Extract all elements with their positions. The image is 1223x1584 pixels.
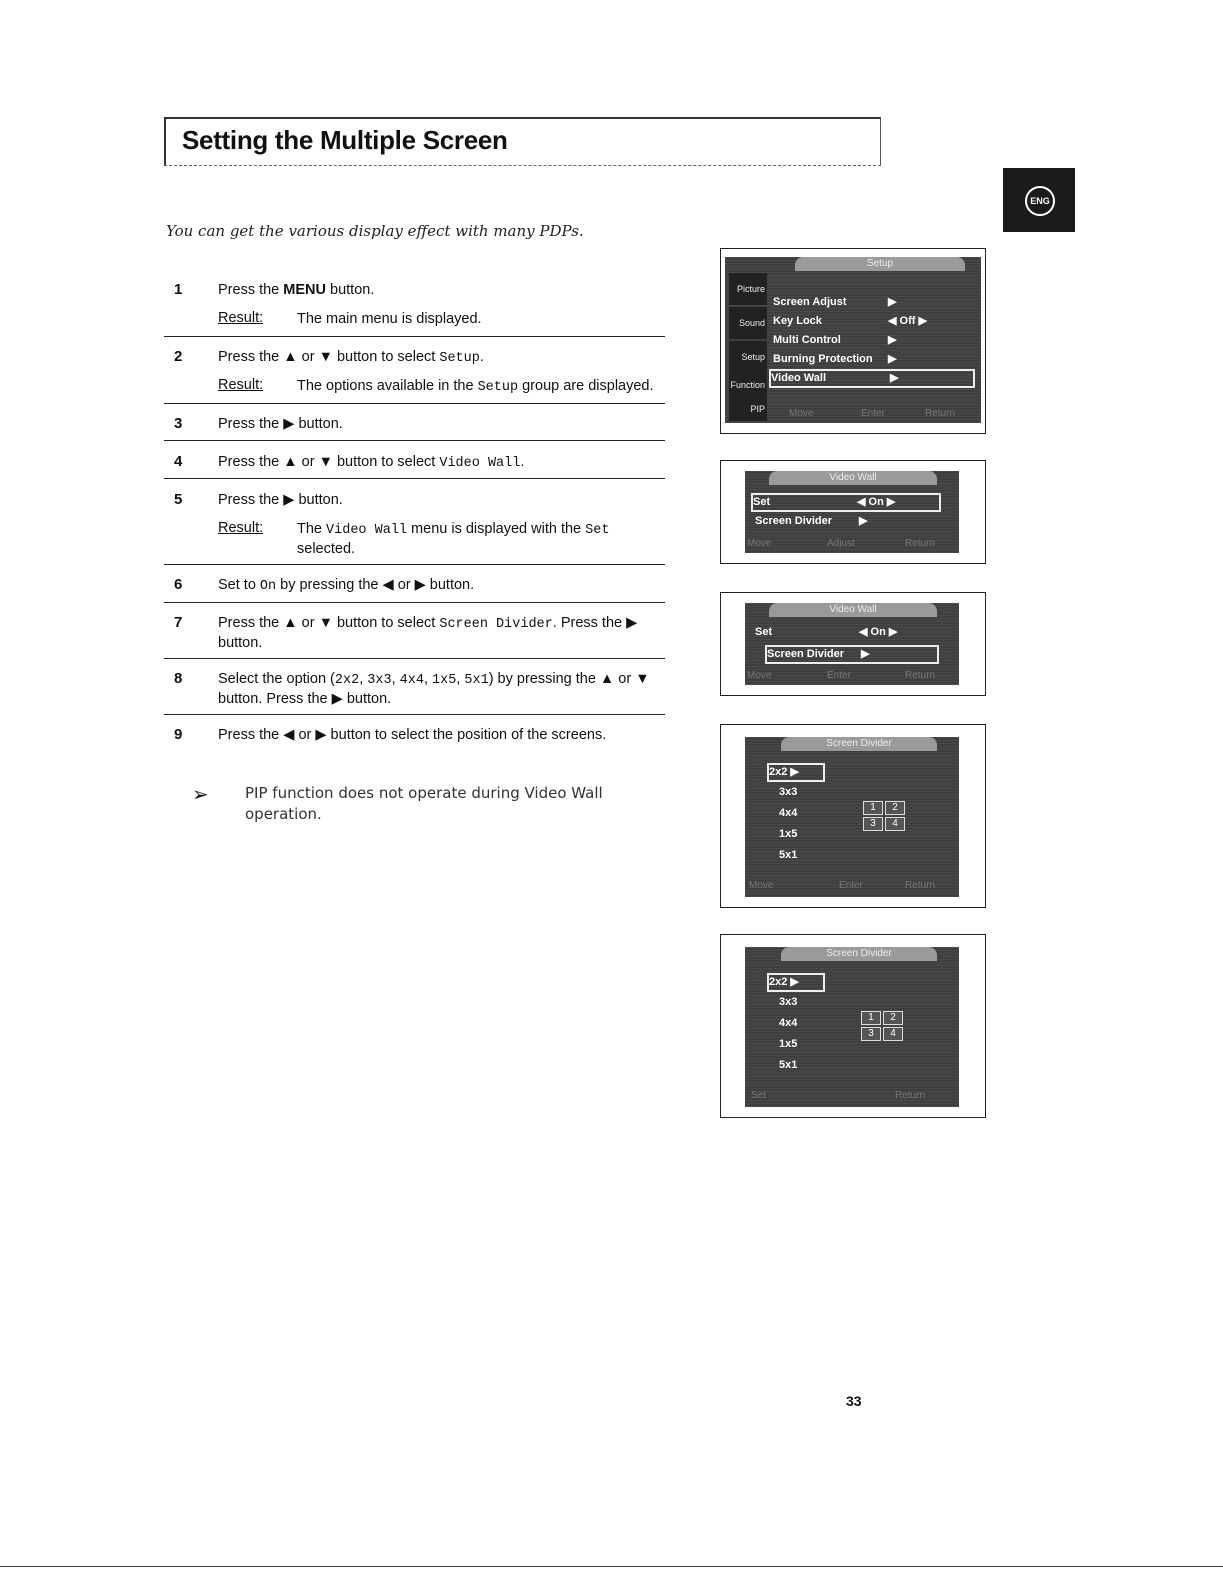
option-2x2: 2x2 ▶ [767, 973, 825, 992]
step-number: 1 [174, 281, 183, 298]
divider [164, 403, 665, 404]
screen-header: Screen Divider [781, 737, 937, 751]
option-1x5: 1x5 [779, 1038, 798, 1050]
menu-item-multi-control: Multi Control ▶ [773, 334, 897, 346]
result-label: Result: [218, 310, 264, 326]
step-text: Press the MENU button. [218, 282, 375, 298]
menu-item-set: Set ◀ On ▶ [751, 493, 941, 512]
bottom-rule [0, 1566, 1223, 1567]
footer-move: Move [749, 880, 774, 891]
position-grid [863, 801, 905, 831]
video-wall-screen-2 [720, 592, 986, 696]
divider [164, 714, 665, 715]
footer-move: Move [789, 408, 814, 419]
step-number: 2 [174, 348, 183, 365]
menu-item-screen-adjust: Screen Adjust ▶ [773, 296, 897, 308]
intro-text: You can get the various display effect with many PDPs. [166, 222, 584, 240]
step-number: 5 [174, 491, 183, 508]
picture-icon: Picture [729, 273, 767, 305]
option-4x4: 4x4 [779, 807, 798, 819]
position-cell: 1 [863, 801, 883, 815]
step-number: 4 [174, 453, 183, 470]
pip-icon: PIP [729, 397, 767, 421]
result-label: Result: [218, 377, 264, 393]
divider [164, 564, 665, 565]
position-cell: 1 [861, 1011, 881, 1025]
menu-item-set: Set ◀ On ▶ [755, 626, 898, 638]
screen-divider-screen-1 [720, 724, 986, 908]
option-3x3: 3x3 [779, 996, 798, 1008]
function-icon: Function [729, 369, 767, 401]
sound-icon: Sound [729, 307, 767, 339]
result-text: The main menu is displayed. [297, 311, 482, 327]
result-label: Result: [218, 520, 264, 536]
divider [164, 440, 665, 441]
position-cell: 3 [861, 1027, 881, 1041]
step-text: Select the option (2x2, 3x3, 4x4, 1x5, 5x1) by pressing the ▲ or ▼ button. Press the ▶ button. [218, 671, 650, 707]
divider [164, 478, 665, 479]
option-1x5: 1x5 [779, 828, 798, 840]
step-text: Set to On by pressing the ◀ or ▶ button. [218, 577, 475, 594]
screen-divider-screen-2 [720, 934, 986, 1118]
step-number: 8 [174, 670, 183, 687]
menu-item-screen-divider: Screen Divider ▶ [755, 515, 868, 527]
menu-item-burning-protection: Burning Protection ▶ [773, 353, 897, 365]
footer-return: Return [905, 880, 936, 891]
footer-enter: Enter [839, 880, 863, 891]
footer-enter: Enter [827, 670, 851, 681]
footer-return: Return [905, 538, 936, 549]
page-number: 33 [846, 1393, 862, 1409]
step-number: 6 [174, 576, 183, 593]
note-arrow-icon: ➢ [192, 784, 209, 806]
option-2x2: 2x2 ▶ [767, 763, 825, 782]
screen-header: Setup [795, 257, 965, 271]
divider [164, 336, 665, 337]
note-text: PIP function does not operate during Video Wall operation. [245, 784, 603, 823]
step-text: Press the ▶ button. [218, 492, 343, 508]
language-tab [1003, 168, 1075, 232]
step-number: 9 [174, 726, 183, 743]
page-title: Setting the Multiple Screen [182, 125, 508, 155]
position-cell: 4 [885, 817, 905, 831]
footer-return: Return [925, 408, 956, 419]
option-5x1: 5x1 [779, 1059, 798, 1071]
option-3x3: 3x3 [779, 786, 798, 798]
footer-move: Move [747, 538, 772, 549]
menu-item-video-wall: Video Wall ▶ [769, 369, 975, 388]
position-cell: 2 [883, 1011, 903, 1025]
position-cell: 4 [883, 1027, 903, 1041]
position-cell: 2 [885, 801, 905, 815]
option-4x4: 4x4 [779, 1017, 798, 1029]
option-5x1: 5x1 [779, 849, 798, 861]
footer-return: Return [905, 670, 936, 681]
step-text: Press the ▶ button. [218, 416, 343, 432]
step-number: 7 [174, 614, 183, 631]
step-text: Press the ▲ or ▼ button to select Setup. [218, 349, 484, 366]
footer-move: Move [747, 670, 772, 681]
footer-adjust: Adjust [827, 538, 855, 549]
position-grid [861, 1011, 903, 1041]
screen-header: Screen Divider [781, 947, 937, 961]
step-text: Press the ◀ or ▶ button to select the position of the screens. [218, 727, 607, 743]
screen-header: Video Wall [769, 471, 937, 485]
step-number: 3 [174, 415, 183, 432]
setup-menu-screen [720, 248, 986, 434]
menu-item-screen-divider: Screen Divider ▶ [765, 645, 939, 664]
footer-set: Set [751, 1090, 767, 1101]
result-text: The Video Wall menu is displayed with the Set selected. [297, 521, 610, 557]
divider [164, 602, 665, 603]
footer-enter: Enter [861, 408, 885, 419]
position-cell: 3 [863, 817, 883, 831]
setup-icon: Setup [729, 341, 767, 373]
step-text: Press the ▲ or ▼ button to select Screen Divider. Press the ▶ button. [218, 615, 638, 651]
screen-header: Video Wall [769, 603, 937, 617]
step-text: Press the ▲ or ▼ button to select Video Wall. [218, 454, 525, 471]
footer-return: Return [895, 1090, 926, 1101]
result-text: The options available in the Setup group are displayed. [297, 378, 654, 395]
menu-item-key-lock: Key Lock ◀ Off ▶ [773, 315, 927, 327]
video-wall-screen-1 [720, 460, 986, 564]
divider [164, 658, 665, 659]
eng-badge: ENG [1025, 186, 1055, 216]
